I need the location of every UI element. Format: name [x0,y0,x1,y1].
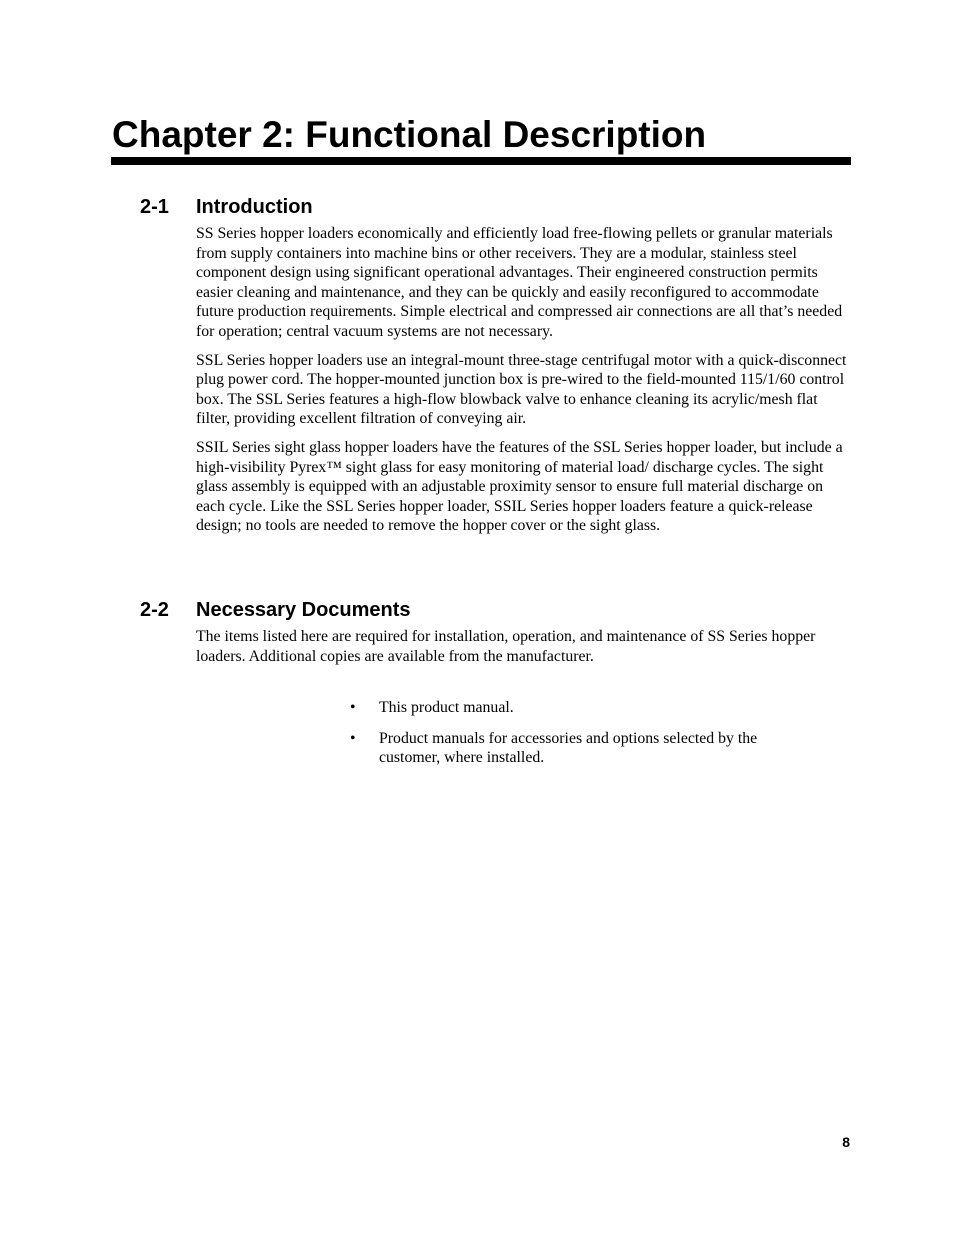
page-number: 8 [842,1134,850,1150]
documents-list [350,698,810,779]
section-number: 2-1 [140,196,169,218]
paragraph: SS Series hopper loaders economically and efficiently load free-flowing pellets or granular materials from supply containers into machine bins or other receivers. They are a modular, stainless steel component design using significant operational advantages. Their engineered construction permits easier cleaning and maintenance, and they can be quickly and easily reconfigured to accommodate future production requirements. Simple electrical and compressed air connections are all that’s needed for operation; central vacuum systems are not necessary. [196,225,843,340]
list-item [350,729,810,768]
section-number: 2-2 [140,599,169,621]
section-title: Introduction [196,196,313,218]
list-item [350,698,810,718]
chapter-title: Chapter 2: Functional Description [112,114,707,155]
list-item-text: Product manuals for accessories and options selected by the customer, where installed. [379,729,758,767]
section-body-introduction [196,224,852,545]
section-body-necessary-documents [196,627,852,675]
paragraph: The items listed here are required for installation, operation, and maintenance of SS Series hopper loaders. Additional copies are available from the manufacturer. [196,628,816,665]
paragraph: SSIL Series sight glass hopper loaders have the features of the SSL Series hopper loader, but include a high-visibility Pyrex™ sight glass for easy monitoring of material load/ discharge cycles. The sight glass assembly is equipped with an adjustable proximity sensor to ensure full material discharge on each cycle. Like the SSL Series hopper loader, SSIL Series hopper loaders feature a quick-release design; no tools are needed to remove the hopper cover or the sight glass. [196,438,843,535]
paragraph: SSL Series hopper loaders use an integral-mount three-stage centrifugal motor with a quick-disconnect plug power cord. The hopper-mounted junction box is pre-wired to the field-mounted 115/1/60 control box. The SSL Series features a high-flow blowback valve to enhance cleaning its acrylic/mesh flat filter, providing excellent filtration of conveying air. [196,351,847,428]
section-heading-necessary-documents [140,598,411,622]
list-item-text: This product manual. [379,699,514,716]
bullet-icon: • [350,699,356,716]
bullet-icon: • [350,729,356,747]
chapter-title-rule [111,157,851,165]
section-title: Necessary Documents [196,599,411,621]
section-heading-introduction [140,195,313,219]
